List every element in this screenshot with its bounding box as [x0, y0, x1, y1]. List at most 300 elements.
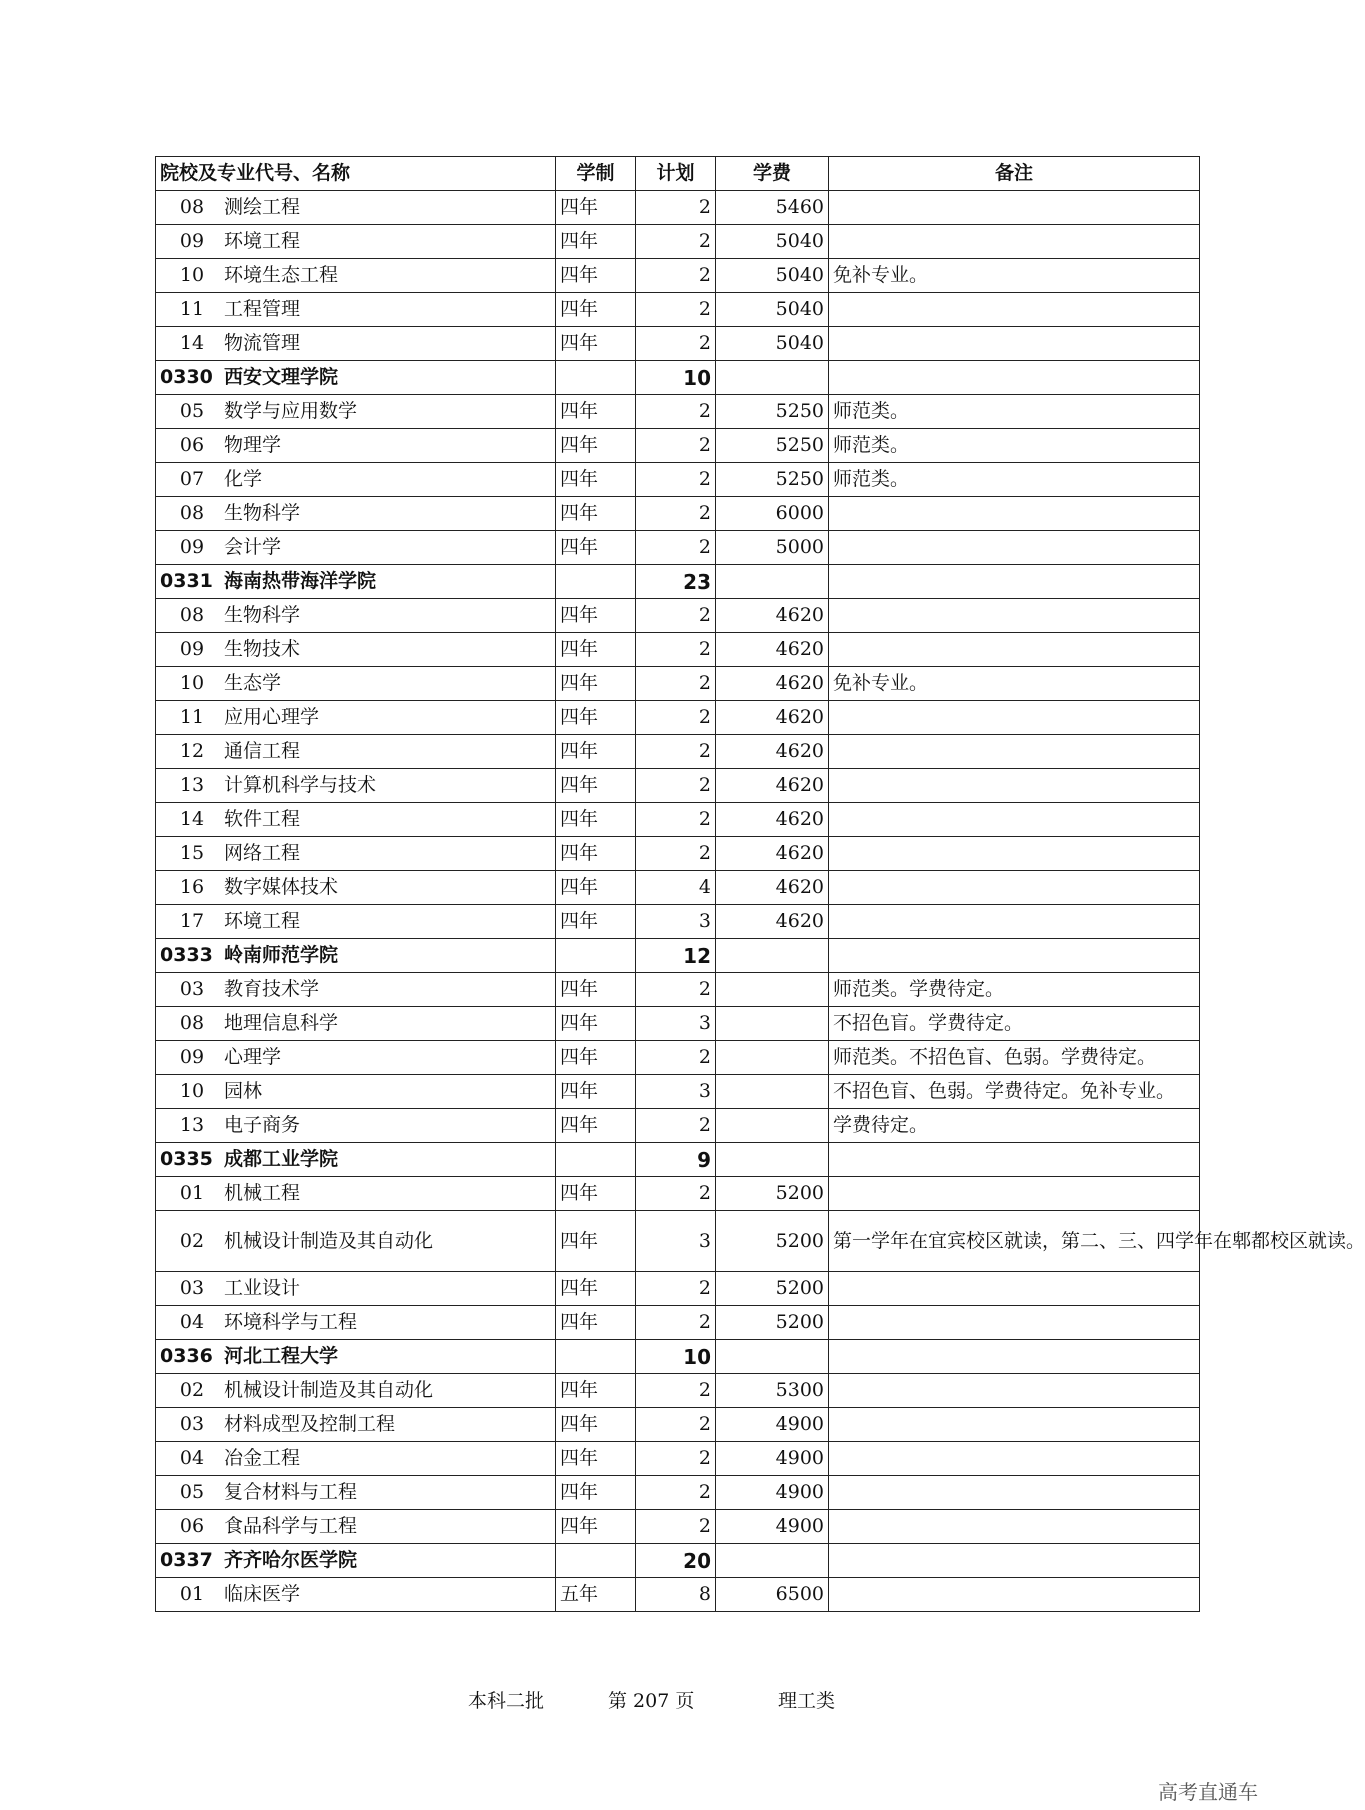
major-code: 01 [179, 1583, 205, 1606]
major-code: 11 [179, 706, 205, 729]
name-cell [156, 1340, 556, 1374]
fee-cell: 4620 [716, 599, 829, 633]
plan-cell: 8 [636, 1578, 716, 1612]
note-cell [829, 939, 1200, 973]
major-code: 02 [179, 1379, 205, 1402]
note-cell: 不招色盲、色弱。学费待定。免补专业。 [829, 1075, 1200, 1109]
note-cell [829, 1442, 1200, 1476]
fee-cell: 5200 [716, 1306, 829, 1340]
header-note: 备注 [829, 157, 1200, 191]
duration-cell: 四年 [556, 293, 636, 327]
fee-cell [716, 973, 829, 1007]
major-code: 12 [179, 740, 205, 763]
major-row [156, 1408, 1200, 1442]
plan-cell: 4 [636, 871, 716, 905]
note-cell: 学费待定。 [829, 1109, 1200, 1143]
duration-cell: 四年 [556, 1007, 636, 1041]
major-code: 08 [179, 196, 205, 219]
name-cell [156, 361, 556, 395]
duration-cell: 四年 [556, 905, 636, 939]
major-code: 10 [179, 672, 205, 695]
duration-cell: 四年 [556, 871, 636, 905]
plan-cell: 20 [636, 1544, 716, 1578]
duration-cell: 四年 [556, 395, 636, 429]
plan-cell: 2 [636, 293, 716, 327]
name-cell [156, 871, 556, 905]
school-row [156, 565, 1200, 599]
major-code: 06 [179, 1515, 205, 1538]
plan-cell: 10 [636, 361, 716, 395]
major-row [156, 769, 1200, 803]
school-code: 0336 [160, 1345, 213, 1368]
note-cell [829, 293, 1200, 327]
major-name: 环境生态工程 [224, 264, 339, 287]
name-cell [156, 463, 556, 497]
note-cell: 免补专业。 [829, 259, 1200, 293]
note-cell [829, 1143, 1200, 1177]
duration-cell: 四年 [556, 1374, 636, 1408]
duration-cell: 四年 [556, 1177, 636, 1211]
major-row [156, 1075, 1200, 1109]
plan-cell: 10 [636, 1340, 716, 1374]
plan-cell: 2 [636, 1408, 716, 1442]
major-name: 临床医学 [224, 1583, 301, 1606]
major-name: 心理学 [224, 1046, 282, 1069]
major-row [156, 1272, 1200, 1306]
duration-cell: 四年 [556, 735, 636, 769]
major-name: 生态学 [224, 672, 282, 695]
major-name: 材料成型及控制工程 [224, 1413, 396, 1436]
major-name: 数学与应用数学 [224, 400, 358, 423]
name-cell [156, 1408, 556, 1442]
major-row [156, 803, 1200, 837]
plan-cell: 3 [636, 1211, 716, 1272]
major-name: 测绘工程 [224, 196, 301, 219]
major-name: 化学 [224, 468, 263, 491]
school-row [156, 1143, 1200, 1177]
major-row [156, 259, 1200, 293]
duration-cell: 四年 [556, 497, 636, 531]
major-name: 环境工程 [224, 230, 301, 253]
fee-cell: 5200 [716, 1211, 829, 1272]
major-code: 15 [179, 842, 205, 865]
fee-cell: 5200 [716, 1272, 829, 1306]
major-code: 09 [179, 1046, 205, 1069]
major-row [156, 429, 1200, 463]
name-cell [156, 1211, 556, 1272]
fee-cell: 5250 [716, 429, 829, 463]
name-cell [156, 565, 556, 599]
fee-cell: 4620 [716, 735, 829, 769]
plan-cell: 2 [636, 973, 716, 1007]
name-cell [156, 327, 556, 361]
footer-batch: 本科二批 [468, 1690, 545, 1712]
duration-cell: 四年 [556, 1442, 636, 1476]
note-cell [829, 701, 1200, 735]
duration-cell: 五年 [556, 1578, 636, 1612]
note-cell [829, 735, 1200, 769]
school-code: 0333 [160, 944, 213, 967]
header-fee: 学费 [716, 157, 829, 191]
note-cell [829, 327, 1200, 361]
plan-cell: 2 [636, 1109, 716, 1143]
duration-cell: 四年 [556, 633, 636, 667]
plan-cell: 2 [636, 395, 716, 429]
duration-cell: 四年 [556, 1306, 636, 1340]
fee-cell: 5040 [716, 225, 829, 259]
major-name: 园林 [224, 1080, 263, 1103]
major-code: 03 [179, 1277, 205, 1300]
plan-cell: 3 [636, 905, 716, 939]
note-cell [829, 905, 1200, 939]
note-cell [829, 565, 1200, 599]
major-code: 13 [179, 1114, 205, 1137]
plan-cell: 2 [636, 837, 716, 871]
fee-cell: 4900 [716, 1408, 829, 1442]
duration-cell: 四年 [556, 463, 636, 497]
major-name: 教育技术学 [224, 978, 320, 1001]
major-code: 09 [179, 536, 205, 559]
major-row [156, 1177, 1200, 1211]
note-cell [829, 531, 1200, 565]
duration-cell: 四年 [556, 225, 636, 259]
fee-cell [716, 1109, 829, 1143]
major-code: 14 [179, 808, 205, 831]
school-code: 0330 [160, 366, 213, 389]
fee-cell: 6500 [716, 1578, 829, 1612]
fee-cell: 4620 [716, 837, 829, 871]
fee-cell: 5250 [716, 395, 829, 429]
major-row [156, 871, 1200, 905]
plan-cell: 3 [636, 1075, 716, 1109]
plan-cell: 2 [636, 1272, 716, 1306]
plan-cell: 2 [636, 259, 716, 293]
note-cell: 第一学年在宜宾校区就读，第二、三、四学年在郫都校区就读。 [829, 1211, 1200, 1272]
major-row [156, 837, 1200, 871]
name-cell [156, 905, 556, 939]
plan-cell: 2 [636, 497, 716, 531]
major-code: 17 [179, 910, 205, 933]
name-cell [156, 769, 556, 803]
major-code: 06 [179, 434, 205, 457]
major-row [156, 327, 1200, 361]
major-row [156, 1442, 1200, 1476]
major-name: 冶金工程 [224, 1447, 301, 1470]
major-code: 02 [179, 1229, 205, 1252]
duration-cell: 四年 [556, 327, 636, 361]
name-cell [156, 225, 556, 259]
major-name: 网络工程 [224, 842, 301, 865]
major-code: 11 [179, 298, 205, 321]
major-name: 工程管理 [224, 298, 301, 321]
major-name: 机械设计制造及其自动化 [224, 1229, 434, 1252]
fee-cell [716, 1075, 829, 1109]
major-row [156, 633, 1200, 667]
name-cell [156, 1143, 556, 1177]
plan-cell: 2 [636, 633, 716, 667]
plan-cell: 2 [636, 191, 716, 225]
major-code: 08 [179, 1012, 205, 1035]
duration-cell: 四年 [556, 667, 636, 701]
name-cell [156, 395, 556, 429]
duration-cell: 四年 [556, 1476, 636, 1510]
table-header-row [156, 157, 1200, 191]
note-cell [829, 1510, 1200, 1544]
name-cell [156, 497, 556, 531]
school-row [156, 1340, 1200, 1374]
major-name: 机械工程 [224, 1182, 301, 1205]
fee-cell [716, 1544, 829, 1578]
name-cell [156, 1109, 556, 1143]
name-cell [156, 701, 556, 735]
fee-cell: 4620 [716, 701, 829, 735]
name-cell [156, 973, 556, 1007]
name-cell [156, 191, 556, 225]
name-cell [156, 939, 556, 973]
major-code: 08 [179, 604, 205, 627]
major-code: 01 [179, 1182, 205, 1205]
note-cell [829, 1578, 1200, 1612]
school-code: 0331 [160, 570, 213, 593]
fee-cell [716, 1340, 829, 1374]
major-name: 应用心理学 [224, 706, 320, 729]
major-code: 09 [179, 230, 205, 253]
name-cell [156, 1306, 556, 1340]
name-cell [156, 599, 556, 633]
major-row [156, 667, 1200, 701]
duration-cell: 四年 [556, 1211, 636, 1272]
plan-cell: 2 [636, 1374, 716, 1408]
name-cell [156, 1272, 556, 1306]
major-name: 物流管理 [224, 332, 301, 355]
plan-cell: 9 [636, 1143, 716, 1177]
fee-cell: 4620 [716, 667, 829, 701]
plan-cell: 2 [636, 1442, 716, 1476]
note-cell: 不招色盲。学费待定。 [829, 1007, 1200, 1041]
major-name: 食品科学与工程 [224, 1515, 358, 1538]
school-name: 岭南师范学院 [224, 944, 339, 967]
major-name: 物理学 [224, 434, 282, 457]
duration-cell: 四年 [556, 769, 636, 803]
enrollment-plan-table [155, 156, 1365, 1612]
school-name: 河北工程大学 [224, 1345, 339, 1368]
fee-cell: 5040 [716, 259, 829, 293]
name-cell [156, 667, 556, 701]
plan-cell: 2 [636, 667, 716, 701]
major-code: 09 [179, 638, 205, 661]
fee-cell: 4620 [716, 769, 829, 803]
note-cell [829, 361, 1200, 395]
major-row [156, 1578, 1200, 1612]
duration-cell: 四年 [556, 1272, 636, 1306]
plan-cell: 2 [636, 1306, 716, 1340]
name-cell [156, 803, 556, 837]
major-name: 通信工程 [224, 740, 301, 763]
major-code: 14 [179, 332, 205, 355]
duration-cell: 四年 [556, 599, 636, 633]
school-row [156, 361, 1200, 395]
major-name: 生物科学 [224, 502, 301, 525]
plan-cell: 2 [636, 803, 716, 837]
major-row [156, 191, 1200, 225]
plan-cell: 2 [636, 463, 716, 497]
duration-cell [556, 361, 636, 395]
major-name: 机械设计制造及其自动化 [224, 1379, 434, 1402]
major-row [156, 225, 1200, 259]
note-cell: 师范类。 [829, 463, 1200, 497]
note-cell: 师范类。 [829, 429, 1200, 463]
fee-cell: 5460 [716, 191, 829, 225]
school-code: 0335 [160, 1148, 213, 1171]
plan-cell: 2 [636, 429, 716, 463]
major-code: 10 [179, 264, 205, 287]
major-code: 16 [179, 876, 205, 899]
school-name: 成都工业学院 [224, 1148, 339, 1171]
fee-cell: 5300 [716, 1374, 829, 1408]
note-cell [829, 497, 1200, 531]
fee-cell: 4620 [716, 803, 829, 837]
footer-category: 理工类 [778, 1690, 836, 1712]
major-code: 05 [179, 1481, 205, 1504]
fee-cell: 4620 [716, 871, 829, 905]
school-name: 西安文理学院 [224, 366, 339, 389]
name-cell [156, 1075, 556, 1109]
duration-cell: 四年 [556, 191, 636, 225]
major-name: 工业设计 [224, 1277, 301, 1300]
duration-cell: 四年 [556, 973, 636, 1007]
plan-cell: 2 [636, 1476, 716, 1510]
duration-cell: 四年 [556, 429, 636, 463]
note-cell: 师范类。 [829, 395, 1200, 429]
fee-cell [716, 361, 829, 395]
name-cell [156, 429, 556, 463]
plan-cell: 2 [636, 599, 716, 633]
name-cell [156, 1442, 556, 1476]
major-row [156, 293, 1200, 327]
name-cell [156, 293, 556, 327]
major-row [156, 905, 1200, 939]
school-name: 齐齐哈尔医学院 [224, 1549, 358, 1572]
note-cell [829, 1340, 1200, 1374]
major-row [156, 1510, 1200, 1544]
duration-cell: 四年 [556, 701, 636, 735]
school-code: 0337 [160, 1549, 213, 1572]
major-row [156, 599, 1200, 633]
table-body [156, 191, 1365, 1612]
plan-cell: 2 [636, 1177, 716, 1211]
major-row [156, 973, 1200, 1007]
major-name: 软件工程 [224, 808, 301, 831]
name-cell [156, 735, 556, 769]
note-cell [829, 871, 1200, 905]
fee-cell: 4900 [716, 1442, 829, 1476]
duration-cell: 四年 [556, 1075, 636, 1109]
major-row [156, 1007, 1200, 1041]
major-row [156, 463, 1200, 497]
major-code: 10 [179, 1080, 205, 1103]
major-code: 13 [179, 774, 205, 797]
plan-cell: 2 [636, 1510, 716, 1544]
footer-page-number: 第 207 页 [608, 1690, 695, 1712]
duration-cell: 四年 [556, 531, 636, 565]
duration-cell [556, 1143, 636, 1177]
note-cell [829, 1374, 1200, 1408]
fee-cell: 4620 [716, 905, 829, 939]
header-duration: 学制 [556, 157, 636, 191]
major-code: 04 [179, 1311, 205, 1334]
note-cell [829, 837, 1200, 871]
note-cell [829, 1408, 1200, 1442]
plan-cell: 2 [636, 735, 716, 769]
name-cell [156, 1578, 556, 1612]
major-code: 04 [179, 1447, 205, 1470]
major-code: 03 [179, 978, 205, 1001]
fee-cell [716, 565, 829, 599]
name-cell [156, 837, 556, 871]
duration-cell: 四年 [556, 1510, 636, 1544]
fee-cell: 5040 [716, 293, 829, 327]
note-cell [829, 803, 1200, 837]
note-cell: 师范类。不招色盲、色弱。学费待定。 [829, 1041, 1200, 1075]
note-cell [829, 1476, 1200, 1510]
name-cell [156, 1374, 556, 1408]
note-cell [829, 1544, 1200, 1578]
plan-cell: 2 [636, 531, 716, 565]
major-name: 生物技术 [224, 638, 301, 661]
fee-cell: 4900 [716, 1476, 829, 1510]
major-name: 计算机科学与技术 [224, 774, 377, 797]
major-row [156, 395, 1200, 429]
major-code: 03 [179, 1413, 205, 1436]
duration-cell: 四年 [556, 259, 636, 293]
name-cell [156, 531, 556, 565]
duration-cell: 四年 [556, 837, 636, 871]
header-name: 院校及专业代号、名称 [156, 157, 556, 191]
note-cell [829, 599, 1200, 633]
school-name: 海南热带海洋学院 [224, 570, 377, 593]
major-name: 环境工程 [224, 910, 301, 933]
major-name: 数字媒体技术 [224, 876, 339, 899]
duration-cell: 四年 [556, 1408, 636, 1442]
note-cell [829, 225, 1200, 259]
plan-cell: 3 [636, 1007, 716, 1041]
major-row [156, 1476, 1200, 1510]
note-cell: 师范类。学费待定。 [829, 973, 1200, 1007]
duration-cell: 四年 [556, 803, 636, 837]
duration-cell [556, 565, 636, 599]
name-cell [156, 633, 556, 667]
major-row [156, 1211, 1200, 1272]
plan-cell: 23 [636, 565, 716, 599]
fee-cell: 5000 [716, 531, 829, 565]
duration-cell [556, 1544, 636, 1578]
major-name: 复合材料与工程 [224, 1481, 358, 1504]
name-cell [156, 1177, 556, 1211]
major-row [156, 1306, 1200, 1340]
watermark: 高考直通车 [1158, 1780, 1258, 1804]
major-row [156, 531, 1200, 565]
duration-cell: 四年 [556, 1109, 636, 1143]
major-name: 电子商务 [224, 1114, 301, 1137]
note-cell [829, 1306, 1200, 1340]
plan-cell: 2 [636, 225, 716, 259]
major-name: 会计学 [224, 536, 282, 559]
header-plan: 计划 [636, 157, 716, 191]
major-code: 08 [179, 502, 205, 525]
note-cell [829, 633, 1200, 667]
fee-cell [716, 1041, 829, 1075]
duration-cell: 四年 [556, 1041, 636, 1075]
